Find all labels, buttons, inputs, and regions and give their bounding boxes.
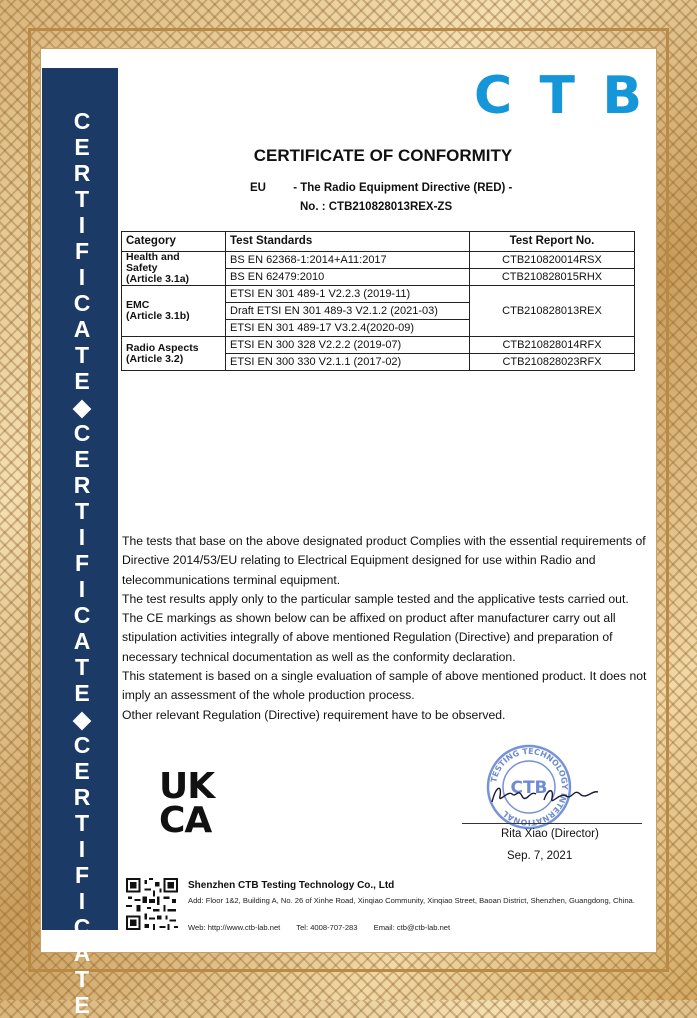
signature-date: Sep. 7, 2021 <box>507 850 573 862</box>
band-letter: T <box>74 966 90 992</box>
band-letter: C <box>73 914 91 940</box>
company-name: Shenzhen CTB Testing Technology Co., Ltd <box>188 880 395 891</box>
band-letter: R <box>73 472 91 498</box>
ukca-line-2: CA <box>159 800 212 841</box>
report-cell: CTB210828013REX <box>470 286 635 337</box>
band-letter: T <box>74 654 90 680</box>
certificate-title: CERTIFICATE OF CONFORMITY <box>253 146 513 165</box>
statement-paragraph: The tests that base on the above designated product Complies with the essential requirements of Directive 2014/53/EU relating to Electrical Equipment designed for use within Radio and telecommunications terminal equipment. <box>122 534 646 587</box>
standards-table <box>121 231 635 371</box>
statement-paragraph: The test results apply only to the particular sample tested and the applicative tests carried out. <box>122 591 629 606</box>
band-letter: C <box>73 108 91 134</box>
standard-cell: ETSI EN 300 328 V2.2.2 (2019-07) <box>226 337 470 354</box>
directive-name: - The Radio Equipment Directive (RED) - <box>293 182 513 194</box>
table-header-row <box>122 232 635 252</box>
company-contact <box>188 923 464 932</box>
band-letter: E <box>74 446 90 472</box>
band-letter: C <box>73 602 91 628</box>
header-category: Category <box>122 232 226 252</box>
standard-cell: ETSI EN 301 489-17 V3.2.4(2020-09) <box>226 320 470 337</box>
band-letter: I <box>78 576 86 602</box>
table-row <box>122 252 635 269</box>
band-letter: I <box>78 836 86 862</box>
band-letter: C <box>73 420 91 446</box>
category-cell <box>122 286 226 337</box>
band-letter: R <box>73 784 91 810</box>
table-row <box>122 286 635 303</box>
category-cell <box>122 252 226 286</box>
band-letter: E <box>74 134 90 160</box>
standard-cell: BS EN 62479:2010 <box>226 269 470 286</box>
band-letter: E <box>74 992 90 1018</box>
side-band-text <box>72 108 92 1018</box>
email-link[interactable]: Email: ctb@ctb-lab.net <box>373 923 451 932</box>
category-line: (Article 3.1b) <box>126 310 190 322</box>
report-cell: CTB210828023RFX <box>470 354 635 371</box>
standard-cell: BS EN 62368-1:2014+A11:2017 <box>226 252 470 269</box>
region-label: EU <box>250 182 266 194</box>
ukca-line-1: UK <box>159 766 215 807</box>
band-letter: T <box>74 342 90 368</box>
band-letter: F <box>74 238 90 264</box>
header-report-no: Test Report No. <box>470 232 635 252</box>
band-letter: F <box>74 862 90 888</box>
signatory-name: Rita Xiao (Director) <box>501 828 599 840</box>
website-link[interactable]: Web: http://www.ctb-lab.net <box>188 923 281 932</box>
directive-line <box>250 182 512 194</box>
telephone: Tel: 4008-707-283 <box>296 923 358 932</box>
svg-text:CTB: CTB <box>510 778 548 798</box>
band-letter: E <box>74 368 90 394</box>
report-cell: CTB210828015RHX <box>470 269 635 286</box>
category-cell <box>122 337 226 371</box>
band-letter: F <box>74 550 90 576</box>
logo-letter: B <box>602 66 642 126</box>
category-line: (Article 3.1a) <box>126 273 190 285</box>
standard-cell: ETSI EN 300 330 V2.1.1 (2017-02) <box>226 354 470 371</box>
statement-paragraph: Other relevant Regulation (Directive) requirement have to be observed. <box>122 707 506 722</box>
band-letter: T <box>74 186 90 212</box>
band-letter: A <box>73 316 91 342</box>
band-letter: C <box>73 732 91 758</box>
report-cell: CTB210820014RSX <box>470 252 635 269</box>
table-row <box>122 337 635 354</box>
band-letter: A <box>73 940 91 966</box>
report-cell: CTB210828014RFX <box>470 337 635 354</box>
category-line: Safety <box>126 262 158 274</box>
company-address: Add: Floor 1&2, Building A, No. 26 of Xinhe Road, Xinqiao Community, Xinqiao Street, Baoan District, Shenzhen, Guangdong, China. <box>188 896 635 905</box>
band-letter: I <box>78 212 86 238</box>
signature-line <box>462 823 642 824</box>
qr-code <box>126 878 178 930</box>
band-letter: R <box>73 160 91 186</box>
statement-paragraph: This statement is based on a single evaluation of sample of above mentioned product. It does not imply an assessment of the whole production process. <box>122 669 647 703</box>
handwritten-signature <box>488 780 608 810</box>
logo-letter: C <box>474 66 513 126</box>
statement-block <box>122 532 652 725</box>
band-letter: T <box>74 498 90 524</box>
standard-cell: Draft ETSI EN 301 489-3 V2.1.2 (2021-03) <box>226 303 470 320</box>
band-letter: I <box>78 264 86 290</box>
standard-cell: ETSI EN 301 489-1 V2.2.3 (2019-11) <box>226 286 470 303</box>
band-letter: I <box>78 524 86 550</box>
logo-letter: T <box>539 66 575 126</box>
band-letter: C <box>73 290 91 316</box>
band-letter: A <box>73 628 91 654</box>
diamond-icon: ◆ <box>73 394 91 420</box>
statement-paragraph: The CE markings as shown below can be affixed on product after manufacturer carry out all stipulation activities integrally of above mentioned Regulation (Directive) and preparation of necessary technical documentation as well as the conformity declaration. <box>122 611 616 664</box>
header-standards: Test Standards <box>226 232 470 252</box>
category-line: Health and <box>126 251 180 263</box>
band-letter: I <box>78 888 86 914</box>
certificate-number: No. : CTB210828013REX-ZS <box>300 201 453 213</box>
band-letter: E <box>74 758 90 784</box>
band-letter: E <box>74 680 90 706</box>
category-line: EMC <box>126 299 150 311</box>
category-line: Radio Aspects <box>126 341 199 354</box>
diamond-icon: ◆ <box>73 706 91 732</box>
band-letter: T <box>74 810 90 836</box>
ukca-mark <box>159 766 221 841</box>
svg-text:TESTING TECHNOLOGY INTERNATION: TESTING TECHNOLOGY INTERNATIONAL <box>489 746 570 828</box>
ctb-logo <box>474 66 642 126</box>
category-line: (Article 3.2) <box>126 352 184 365</box>
